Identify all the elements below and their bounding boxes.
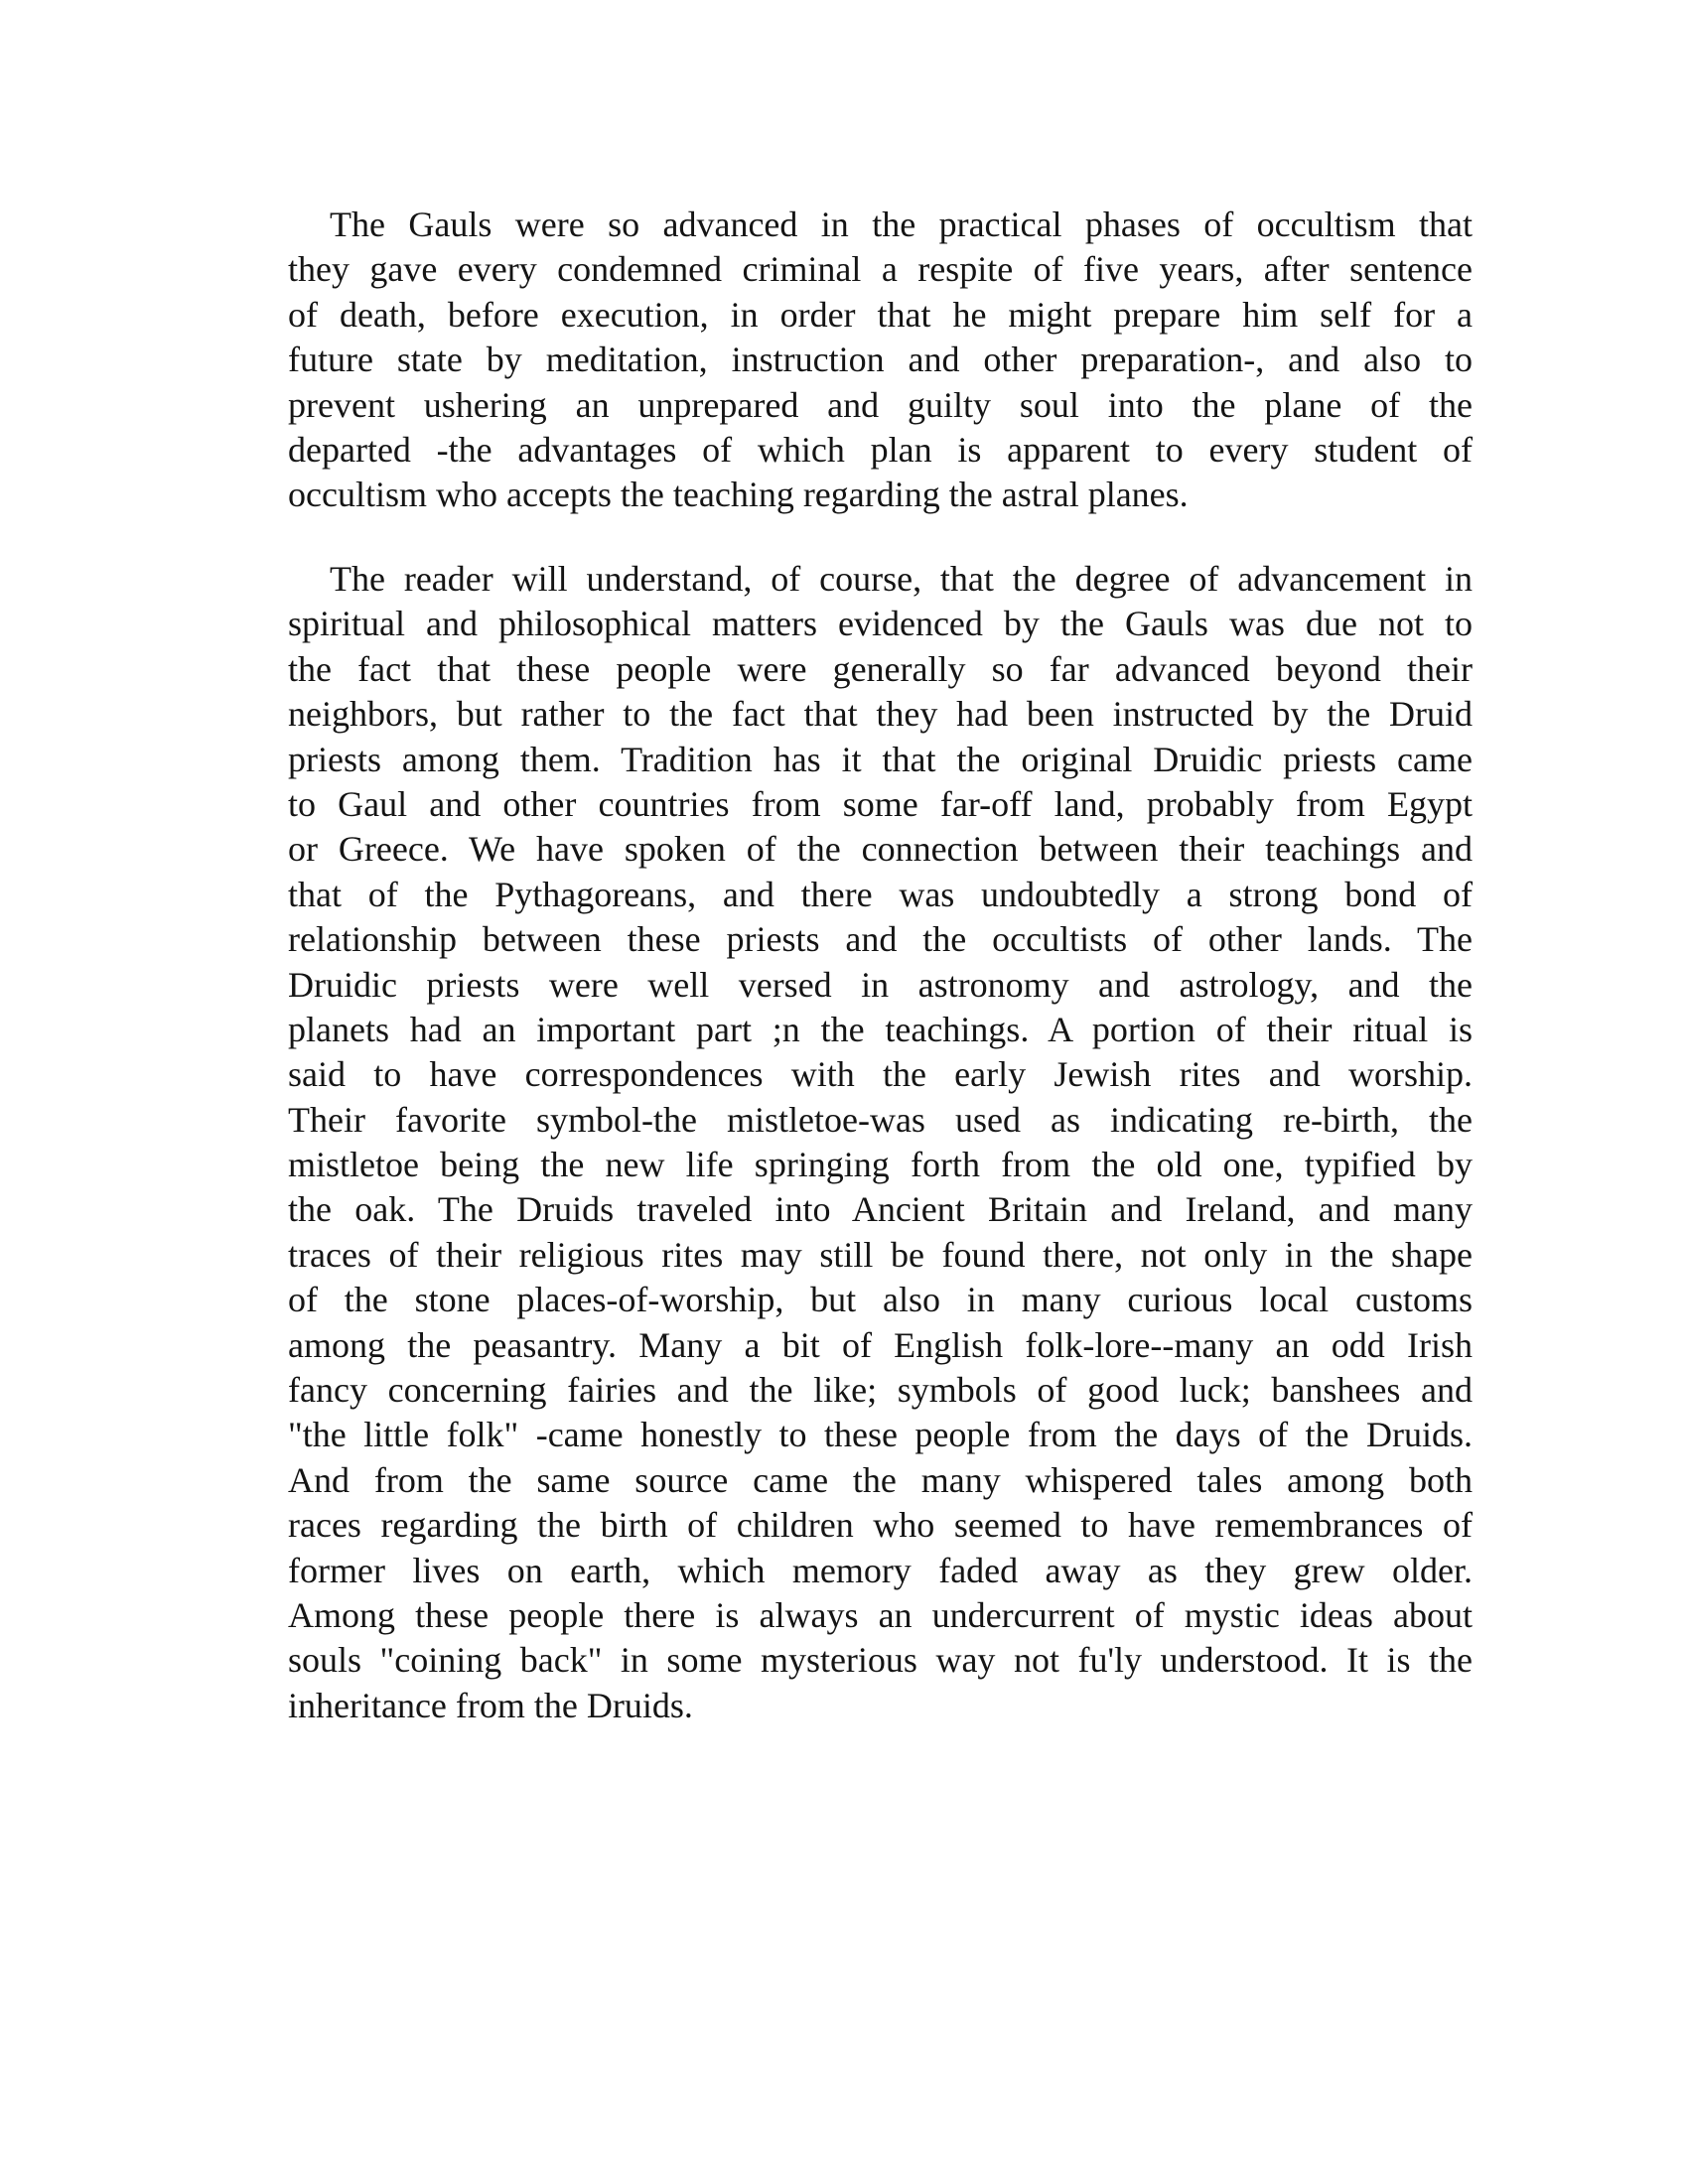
text-line: among the peasantry. Many a bit of English folk-lore--many an odd Irish bbox=[288, 1324, 1473, 1365]
paragraph-2 bbox=[288, 557, 1473, 1728]
text-line: neighbors, but rather to the fact that they had been instructed by the Druid bbox=[288, 694, 1473, 735]
text-line: that of the Pythagoreans, and there was undoubtedly a strong bond of bbox=[288, 874, 1473, 914]
text-line: relationship between these priests and the occultists of other lands. The bbox=[288, 919, 1473, 960]
text-line: former lives on earth, which memory faded away as they grew older. bbox=[288, 1550, 1473, 1590]
text-line: mistletoe being the new life springing forth from the old one, typified by bbox=[288, 1145, 1473, 1185]
text-line: the fact that these people were generally so far advanced beyond their bbox=[288, 648, 1473, 689]
text-line: planets had an important part ;n the teachings. A portion of their ritual is bbox=[288, 1009, 1473, 1049]
text-line: to Gaul and other countries from some far-off land, probably from Egypt bbox=[288, 783, 1473, 824]
text-line: souls "coining back" in some mysterious way not fu'ly understood. It is the bbox=[288, 1640, 1473, 1681]
text-line: prevent ushering an unprepared and guilty soul into the plane of the bbox=[288, 384, 1473, 425]
text-line: said to have correspondences with the early Jewish rites and worship. bbox=[288, 1054, 1473, 1095]
text-line: traces of their religious rites may still be found there, not only in the shape bbox=[288, 1234, 1473, 1275]
text-line: occultism who accepts the teaching regarding the astral planes. bbox=[288, 475, 1189, 515]
text-line: of the stone places-of-worship, but also in many curious local customs bbox=[288, 1280, 1473, 1320]
text-line: inheritance from the Druids. bbox=[288, 1685, 693, 1725]
text-line: races regarding the birth of children who seemed to have remembrances of bbox=[288, 1505, 1473, 1546]
text-line: Their favorite symbol-the mistletoe-was used as indicating re-birth, the bbox=[288, 1099, 1473, 1140]
text-line: priests among them. Tradition has it that the original Druidic priests came bbox=[288, 739, 1473, 779]
text-line: they gave every condemned criminal a respite of five years, after sentence bbox=[288, 249, 1473, 290]
text-line: "the little folk" -came honestly to these people from the days of the Druids. bbox=[288, 1415, 1473, 1455]
paragraph-1 bbox=[288, 203, 1473, 518]
text-line: of death, before execution, in order that he might prepare him self for a bbox=[288, 294, 1473, 335]
text-line: The reader will understand, of course, that the degree of advancement in bbox=[330, 559, 1473, 599]
text-line: spiritual and philosophical matters evidenced by the Gauls was due not to bbox=[288, 604, 1473, 644]
text-line: departed -the advantages of which plan is apparent to every student of bbox=[288, 429, 1473, 470]
text-line: Druidic priests were well versed in astronomy and astrology, and the bbox=[288, 964, 1473, 1005]
text-line: future state by meditation, instruction and other preparation-, and also to bbox=[288, 340, 1473, 380]
text-line: Among these people there is always an undercurrent of mystic ideas about bbox=[288, 1594, 1473, 1635]
text-line: or Greece. We have spoken of the connection between their teachings and bbox=[288, 829, 1473, 870]
text-line: the oak. The Druids traveled into Ancient Britain and Ireland, and many bbox=[288, 1189, 1473, 1230]
text-line: And from the same source came the many whispered tales among both bbox=[288, 1459, 1473, 1500]
text-line: fancy concerning fairies and the like; symbols of good luck; banshees and bbox=[288, 1370, 1473, 1411]
text-line: The Gauls were so advanced in the practical phases of occultism that bbox=[330, 205, 1473, 244]
